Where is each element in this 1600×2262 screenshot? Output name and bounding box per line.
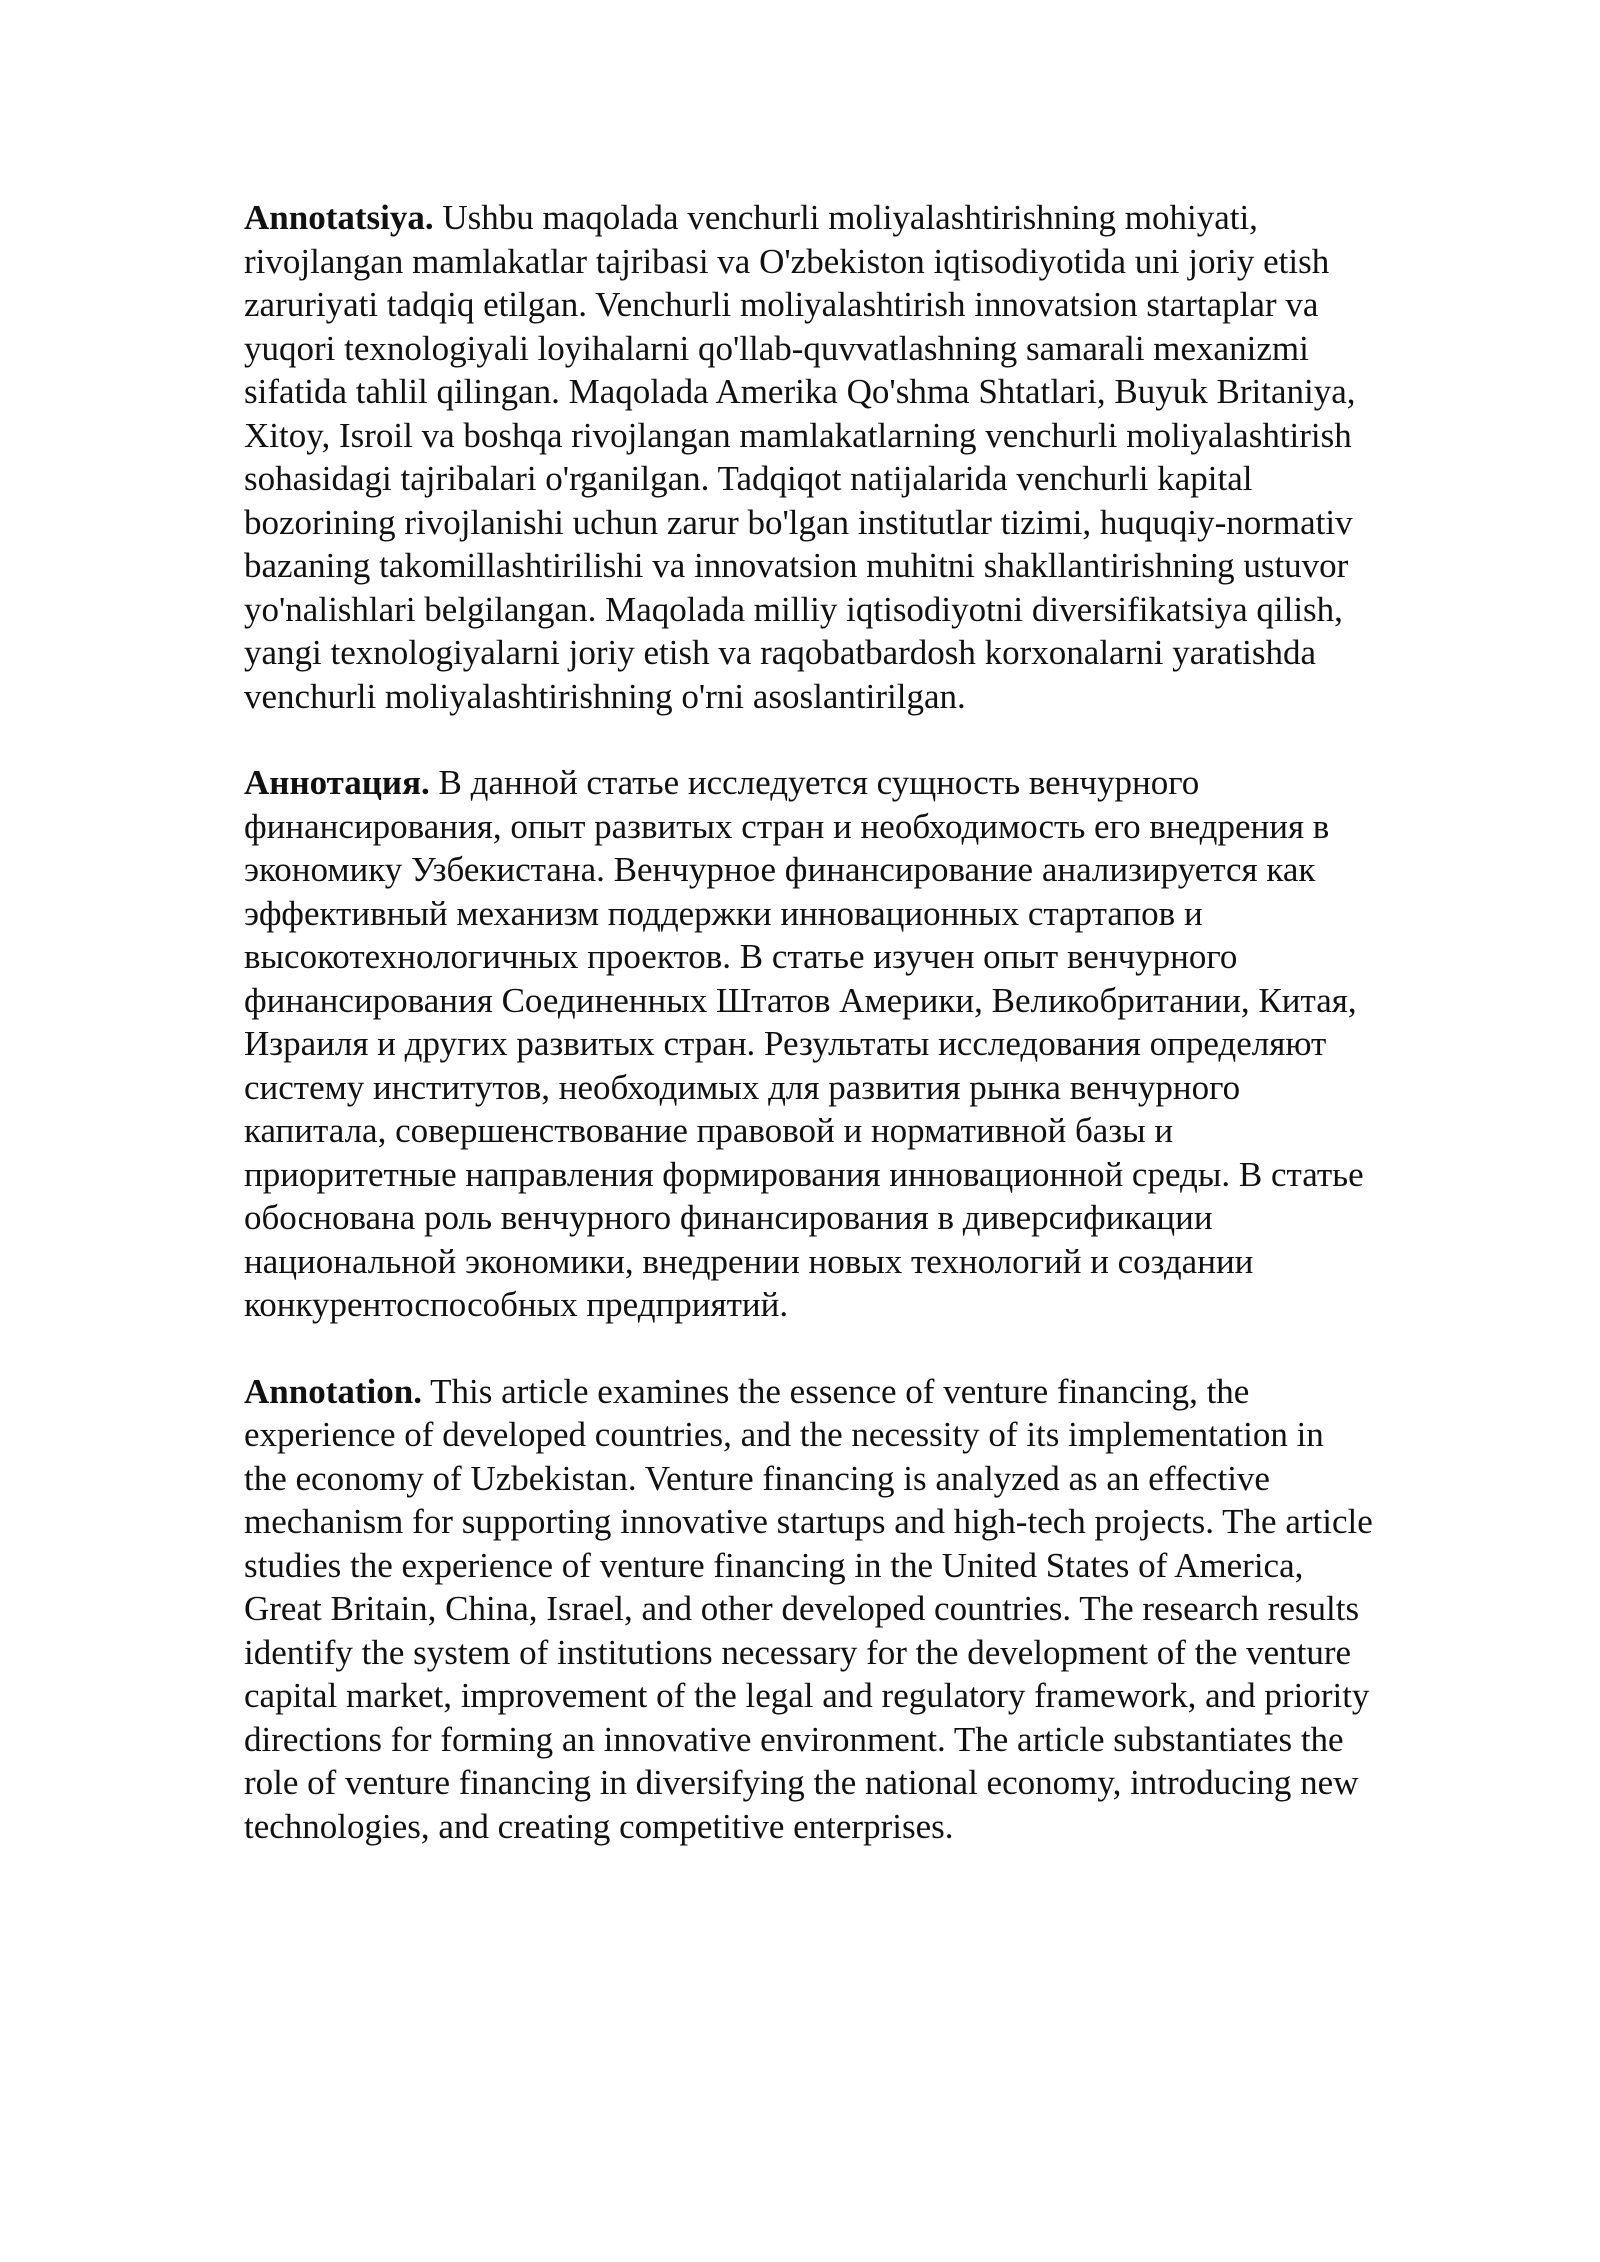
- abstract-uzbek-label: Annotatsiya.: [244, 198, 434, 237]
- abstract-english: [244, 1370, 1374, 1849]
- abstract-english-label: Annotation.: [244, 1371, 422, 1411]
- abstract-russian-text: В данной статье исследуется сущность венчурного финансирования, опыт развитых стран и необходимость его внедрения в экономику Узбекистана. Венчурное финансирование анализируется как эффективный механизм поддержки инновационных стартапов и высокотехнологичных проектов. В статье изучен опыт венчурного финансирования Соединенных Штатов Америки, Великобритании, Китая, Израиля и других развитых стран. Результаты исследования определяют систему институтов, необходимых для развития рынка венчурного капитала, совершенствование правовой и нормативной базы и приоритетные направления формирования инновационной среды. В статье обоснована роль венчурного финансирования в диверсификации национальной экономики, внедрении новых технологий и создании конкурентоспособных предприятий.: [244, 763, 1364, 1324]
- abstract-russian-label: Аннотация.: [244, 763, 430, 802]
- abstract-uzbek-text: Ushbu maqolada venchurli moliyalashtirishning mohiyati, rivojlangan mamlakatlar tajribasi va O'zbekiston iqtisodiyotida uni joriy etish zaruriyati tadqiq etilgan. Venchurli moliyalashtirish innovatsion startaplar va yuqori texnologiyali loyihalarni qo'llab-quvvatlashning samarali mexanizmi sifatida tahlil qilingan. Maqolada Amerika Qo'shma Shtatlari, Buyuk Britaniya, Xitoy, Isroil va boshqa rivojlangan mamlakatlarning venchurli moliyalashtirish sohasidagi tajribalari o'rganilgan. Tadqiqot natijalarida venchurli kapital bozorining rivojlanishi uchun zarur bo'lgan institutlar tizimi, huquqiy-normativ bazaning takomillashtirilishi va innovatsion muhitni shakllantirishning ustuvor yo'nalishlari belgilangan. Maqolada milliy iqtisodiyotni diversifikatsiya qilish, yangi texnologiyalarni joriy etish va raqobatbardosh korxonalarni yaratishda venchurli moliyalashtirishning o'rni asoslantirilgan.: [244, 198, 1356, 716]
- abstracts-block: [244, 196, 1374, 1891]
- abstract-english-text: This article examines the essence of venture financing, the experience of developed countries, and the necessity of its implementation in the economy of Uzbekistan. Venture financing is analyzed as an effective mechanism for supporting innovative startups and high-tech projects. The article studies the experience of venture financing in the United States of America, Great Britain, China, Israel, and other developed countries. The research results identify the system of institutions necessary for the development of the venture capital market, improvement of the legal and regulatory framework, and priority directions for forming an innovative environment. The article substantiates the role of venture financing in diversifying the national economy, introducing new technologies, and creating competitive enterprises.: [244, 1371, 1373, 1846]
- abstract-russian: [244, 761, 1374, 1327]
- abstract-uzbek: [244, 196, 1374, 718]
